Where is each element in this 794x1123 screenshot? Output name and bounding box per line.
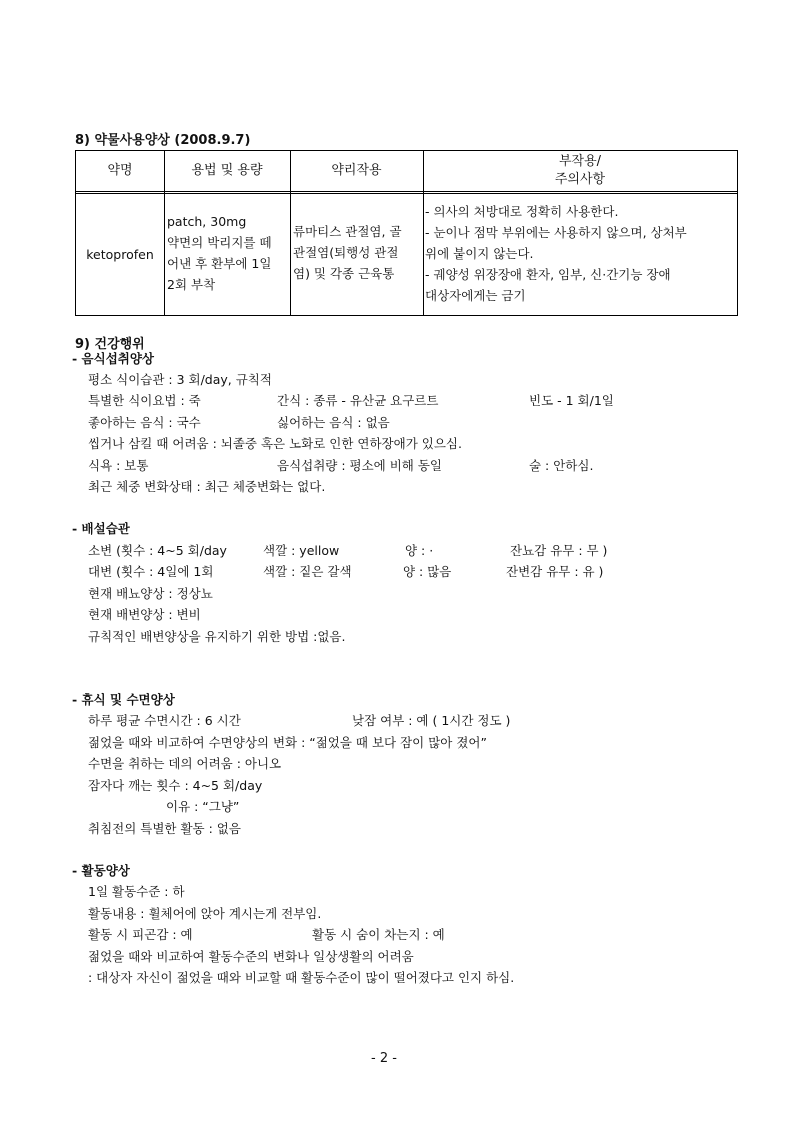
elimination-heading: - 배설습관 bbox=[72, 521, 130, 536]
dosage-line: 약면의 박리지를 떼 bbox=[167, 235, 272, 250]
cell-dosage bbox=[167, 211, 288, 295]
defecation-pattern: 현재 배변양상 : 변비 bbox=[88, 607, 201, 622]
header-dosage-label: 용법 및 용량 bbox=[191, 163, 263, 178]
table-header-border bbox=[76, 193, 737, 194]
activity-dyspnea: 활동 시 숨이 차는지 : 예 bbox=[312, 927, 445, 942]
header-side-effects-label: 부작용/ bbox=[558, 154, 602, 169]
bedtime-activity: 취침전의 특별한 활동 : 없음 bbox=[88, 821, 241, 836]
diet-snack: 간식 : 종류 - 유산균 요구르트 bbox=[277, 393, 439, 408]
diet-liked-food: 좋아하는 음식 : 국수 bbox=[88, 415, 201, 430]
diet-snack-frequency: 빈도 - 1 회/1일 bbox=[529, 393, 614, 408]
action-line: 염) 및 각종 근육통 bbox=[293, 266, 395, 281]
action-line: 관절염(퇴행성 관절 bbox=[293, 245, 399, 260]
activity-level: 1일 활동수준 : 하 bbox=[88, 884, 185, 899]
sleep-hours: 하루 평균 수면시간 : 6 시간 bbox=[88, 713, 241, 728]
diet-heading: - 음식섭취양상 bbox=[72, 351, 154, 366]
diet-intake: 음식섭취량 : 평소에 비해 동일 bbox=[277, 458, 443, 473]
page-number: - 2 - bbox=[371, 1051, 397, 1066]
activity-change: 젊었을 때와 비교하여 활동수준의 변화나 일상생활의 어려움 bbox=[88, 949, 414, 964]
medication-table bbox=[75, 150, 738, 316]
sleep-heading: - 휴식 및 수면양상 bbox=[72, 692, 175, 707]
stool-amount: 양 : 많음 bbox=[403, 564, 452, 579]
side-effect-line: - 눈이나 점막 부위에는 사용하지 않으며, 상처부 bbox=[425, 225, 687, 240]
section8-title: 8) 약물사용양상 (2008.9.7) bbox=[75, 133, 251, 148]
diet-appetite: 식욕 : 보통 bbox=[88, 458, 149, 473]
dosage-line: patch, 30mg bbox=[167, 214, 247, 229]
activity-content: 활동내용 : 휠체어에 앉아 계시는게 전부임. bbox=[88, 906, 322, 921]
dosage-line: 2회 부착 bbox=[167, 277, 216, 292]
side-effect-line: - 궤양성 위장장애 환자, 임부, 신·간기능 장애 bbox=[425, 267, 671, 282]
activity-fatigue: 활동 시 피곤감 : 예 bbox=[88, 927, 193, 942]
header-side-effects bbox=[423, 151, 737, 191]
urine-frequency: 소변 (횟수 : 4~5 회/day bbox=[88, 543, 227, 558]
header-action-label: 약리작용 bbox=[331, 163, 382, 178]
wake-count: 잠자다 깨는 횟수 : 4~5 회/day bbox=[88, 778, 263, 793]
activity-change-detail: : 대상자 자신이 젊었을 때와 비교할 때 활동수준이 많이 떨어졌다고 인지 하심. bbox=[88, 970, 515, 985]
cell-action bbox=[293, 221, 422, 284]
residual-urine: 잔뇨감 유무 : 무 ) bbox=[510, 543, 608, 558]
urine-color: 색깔 : yellow bbox=[263, 543, 340, 558]
sleep-difficulty: 수면을 취하는 데의 어려움 : 아니오 bbox=[88, 756, 282, 771]
header-drug-name bbox=[76, 151, 164, 191]
diet-weight-change: 최근 체중 변화상태 : 최근 체중변화는 없다. bbox=[88, 479, 326, 494]
side-effect-line: 대상자에게는 금기 bbox=[425, 288, 526, 303]
stool-color: 색깔 : 짙은 갈색 bbox=[263, 564, 352, 579]
diet-special: 특별한 식이요법 : 죽 bbox=[88, 393, 201, 408]
diet-habit: 평소 식이습관 : 3 회/day, 규칙적 bbox=[88, 372, 272, 387]
section9-title: 9) 건강행위 bbox=[75, 337, 145, 352]
nap: 낮잠 여부 : 예 ( 1시간 정도 ) bbox=[352, 713, 511, 728]
header-precautions-label: 주의사항 bbox=[554, 172, 606, 187]
urination-pattern: 현재 배뇨양상 : 정상뇨 bbox=[88, 586, 213, 601]
diet-chewing-difficulty: 씹거나 삼킬 때 어려움 : 뇌졸중 혹은 노화로 인한 연하장애가 있으심. bbox=[88, 436, 462, 451]
header-dosage bbox=[164, 151, 290, 191]
sleep-change: 젊었을 때와 비교하여 수면양상의 변화 : “젊었을 때 보다 잠이 많아 졌어” bbox=[88, 735, 487, 750]
side-effect-line: 위에 붙이지 않는다. bbox=[425, 246, 534, 261]
residual-stool: 잔변감 유무 : 유 ) bbox=[506, 564, 604, 579]
wake-reason: 이유 : “그냥” bbox=[166, 799, 240, 814]
cell-side-effects bbox=[425, 201, 737, 306]
header-action bbox=[290, 151, 423, 191]
action-line: 류마티스 관절염, 골 bbox=[293, 224, 402, 239]
stool-frequency: 대변 (횟수 : 4일에 1회 bbox=[88, 564, 214, 579]
table-header-border bbox=[76, 191, 737, 192]
diet-disliked-food: 싫어하는 음식 : 없음 bbox=[277, 415, 390, 430]
activity-heading: - 활동양상 bbox=[72, 863, 130, 878]
side-effect-line: - 의사의 처방대로 정확히 사용한다. bbox=[425, 204, 619, 219]
drug-name: ketoprofen bbox=[86, 247, 154, 262]
elimination-method: 규칙적인 배변양상을 유지하기 위한 방법 :없음. bbox=[88, 629, 346, 644]
dosage-line: 어낸 후 환부에 1일 bbox=[167, 256, 272, 271]
cell-drug-name bbox=[76, 194, 164, 315]
diet-alcohol: 술 : 안하심. bbox=[529, 458, 594, 473]
header-drug-name-label: 약명 bbox=[107, 163, 133, 178]
urine-amount: 양 : · bbox=[405, 543, 434, 558]
